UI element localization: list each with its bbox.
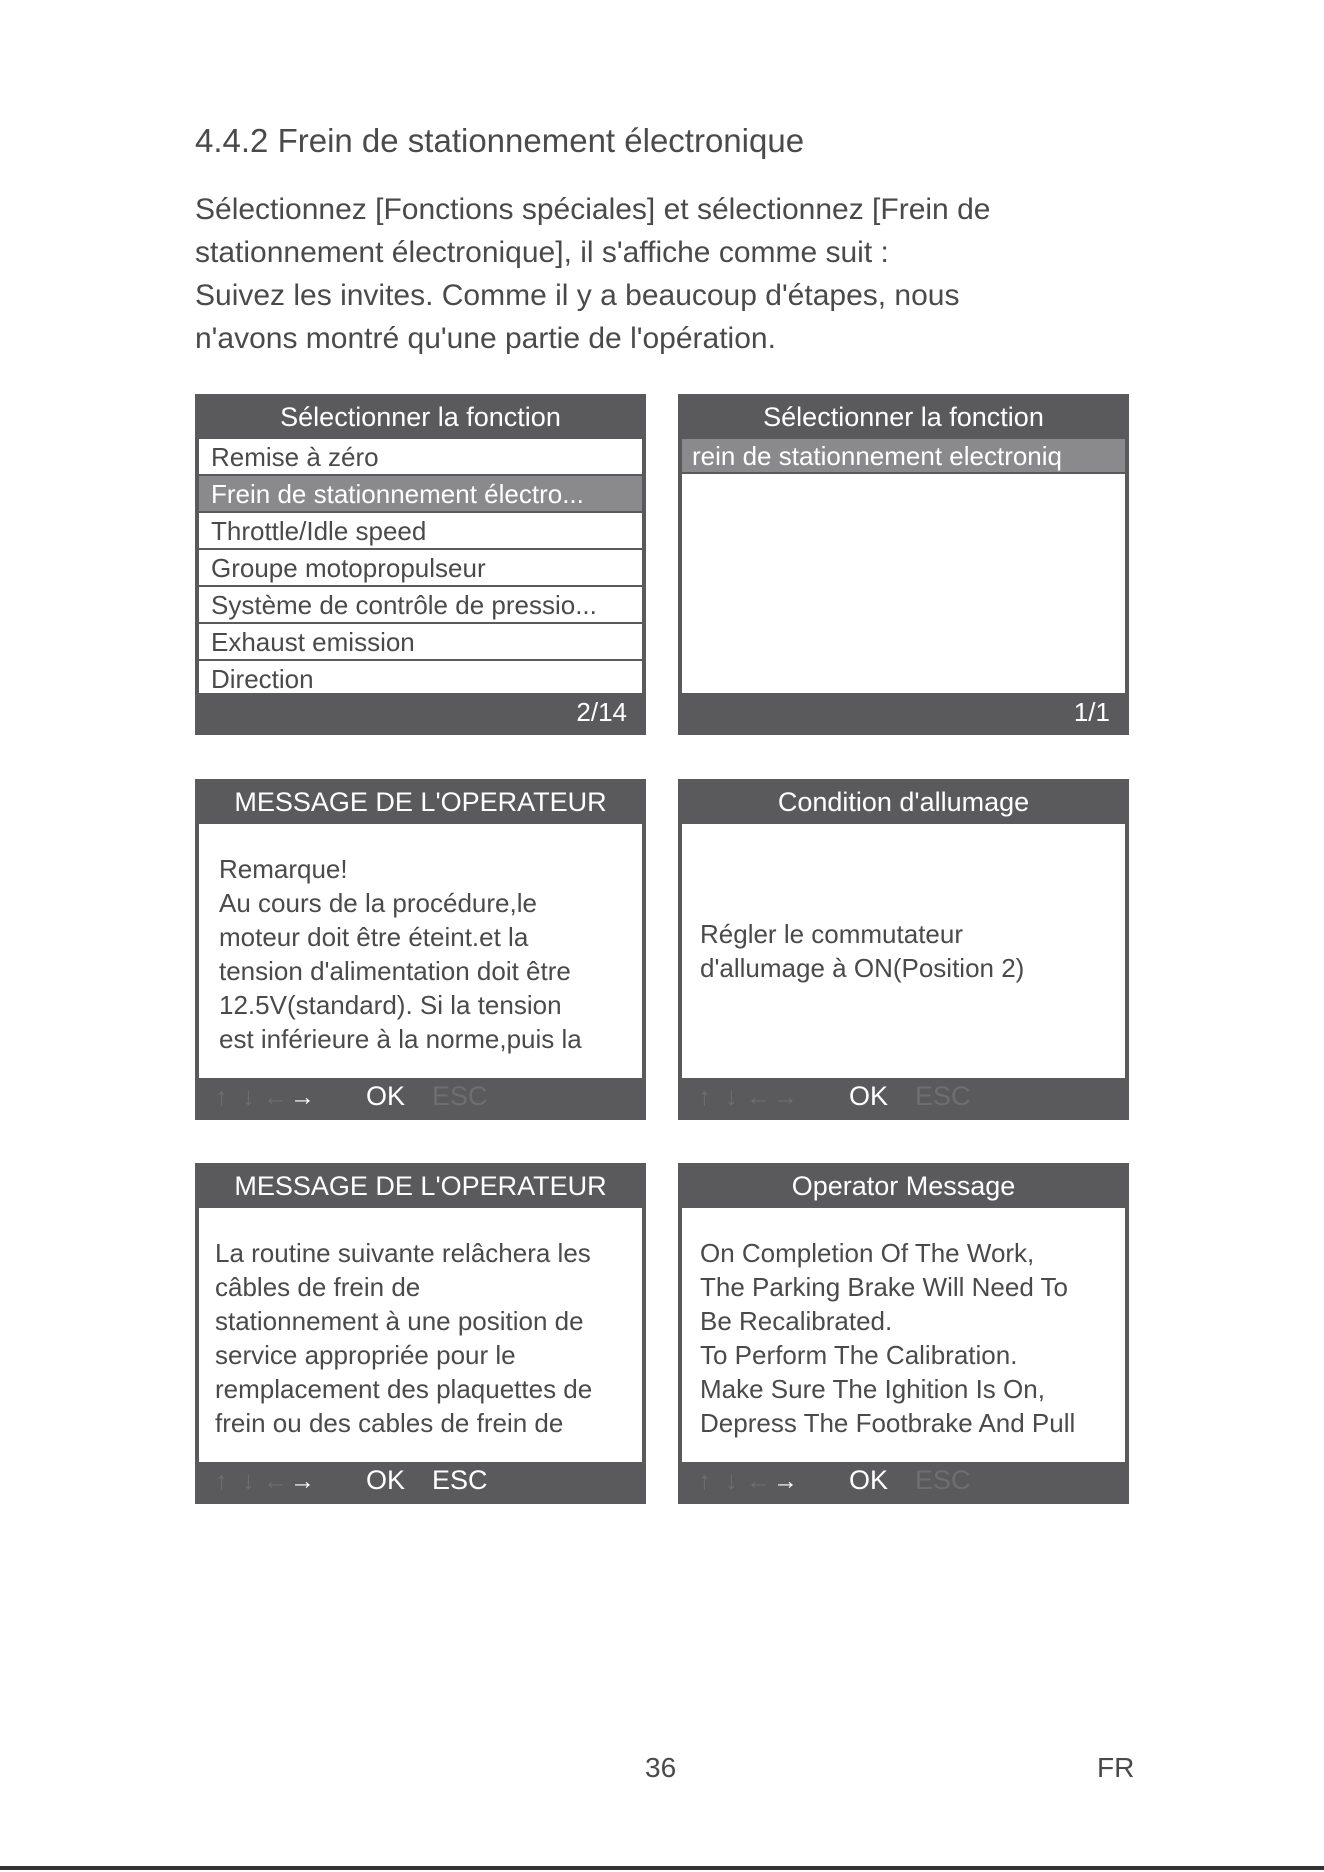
message-body [198, 1207, 643, 1463]
message-line: La routine suivante relâchera les [215, 1238, 591, 1268]
message-body [198, 823, 643, 1079]
screen-footer [681, 1079, 1126, 1117]
message-line: remplacement des plaquettes de [215, 1374, 593, 1404]
esc-button[interactable]: ESC [432, 1081, 488, 1111]
page-indicator: 2/14 [576, 697, 627, 727]
esc-button[interactable]: ESC [915, 1081, 971, 1111]
menu-item-epb-selected[interactable]: rein de stationnement electroniq [682, 439, 1125, 474]
message-line: stationnement à une position de [215, 1306, 584, 1336]
ok-button[interactable]: OK [849, 1465, 889, 1495]
message-text [682, 917, 1125, 985]
message-text [199, 824, 642, 1056]
screen-footer [681, 694, 1126, 732]
screen-operator-message-note [195, 779, 646, 1120]
bottom-rule [0, 1866, 1324, 1870]
intro-line: n'avons montré qu'une partie de l'opération. [195, 322, 776, 355]
message-line: moteur doit être éteint.et la [219, 922, 529, 952]
ok-button[interactable]: OK [366, 1465, 406, 1495]
menu-item-powertrain[interactable]: Groupe motopropulseur [199, 550, 642, 587]
arrow-up-icon[interactable]: ↑ [698, 1083, 711, 1111]
message-line: 12.5V(standard). Si la tension [219, 990, 562, 1020]
menu-item-direction[interactable]: Direction [211, 664, 314, 694]
arrow-right-icon[interactable]: → [290, 1467, 315, 1495]
message-line: câbles de frein de [215, 1272, 421, 1302]
arrow-left-icon[interactable]: ← [746, 1083, 771, 1111]
screen-title: Condition d'allumage [777, 787, 1030, 817]
arrow-right-icon[interactable]: → [773, 1083, 798, 1111]
intro-line: Sélectionnez [Fonctions spéciales] et sélectionnez [Frein de [195, 193, 991, 226]
message-line: d'allumage à ON(Position 2) [700, 953, 1025, 983]
nav-arrows [691, 1467, 799, 1496]
screen-footer [198, 1079, 643, 1117]
arrow-right-icon[interactable]: → [290, 1083, 315, 1111]
intro-line: Suivez les invites. Comme il y a beaucoup d'étapes, nous [195, 279, 960, 312]
screen-footer [198, 1463, 643, 1501]
screen-title: Sélectionner la fonction [280, 402, 561, 432]
nav-arrows [208, 1467, 316, 1496]
message-line: frein ou des cables de frein de [215, 1408, 564, 1438]
screen-select-function-list [195, 394, 646, 735]
menu-item-exhaust[interactable]: Exhaust emission [199, 624, 642, 661]
intro-line: stationnement électronique], il s'affiche comme suit : [195, 236, 889, 269]
message-line: The Parking Brake Will Need To [700, 1272, 1069, 1302]
message-line: Be Recalibrated. [700, 1306, 893, 1336]
arrow-right-icon[interactable]: → [773, 1467, 798, 1495]
arrow-down-icon[interactable]: ↓ [725, 1467, 738, 1495]
ok-button[interactable]: OK [366, 1081, 406, 1111]
arrow-left-icon[interactable]: ← [263, 1467, 288, 1495]
screen-footer [681, 1463, 1126, 1501]
section-heading: 4.4.2 Frein de stationnement électronique [195, 122, 805, 159]
message-line: To Perform The Calibration. [700, 1340, 1018, 1370]
message-line: est inférieure à la norme,puis la [219, 1024, 582, 1054]
ok-button[interactable]: OK [849, 1081, 889, 1111]
menu-list [198, 438, 643, 694]
screen-operator-message-routine [195, 1163, 646, 1504]
message-line: Au cours de la procédure,le [219, 888, 537, 918]
screen-title: Operator Message [791, 1171, 1016, 1201]
message-line: Depress The Footbrake And Pull [700, 1408, 1076, 1438]
arrow-left-icon[interactable]: ← [263, 1083, 288, 1111]
message-line: Make Sure The Ighition Is On, [700, 1374, 1045, 1404]
menu-item-epb-selected[interactable]: Frein de stationnement électro... [199, 476, 642, 513]
menu-item-reset[interactable]: Remise à zéro [199, 439, 642, 476]
menu-item-tpms[interactable]: Système de contrôle de pressio... [199, 587, 642, 624]
arrow-down-icon[interactable]: ↓ [242, 1083, 255, 1111]
arrow-down-icon[interactable]: ↓ [725, 1083, 738, 1111]
screen-title: Sélectionner la fonction [763, 402, 1044, 432]
nav-arrows [208, 1083, 316, 1112]
menu-item-throttle[interactable]: Throttle/Idle speed [199, 513, 642, 550]
message-line: On Completion Of The Work, [700, 1238, 1035, 1268]
message-body [681, 1207, 1126, 1463]
nav-arrows [691, 1083, 799, 1112]
message-body [681, 823, 1126, 1079]
message-text [682, 1208, 1125, 1440]
message-line: tension d'alimentation doit être [219, 956, 571, 986]
arrow-up-icon[interactable]: ↑ [215, 1467, 228, 1495]
arrow-down-icon[interactable]: ↓ [242, 1467, 255, 1495]
message-text [199, 1208, 642, 1440]
message-line: Remarque! [219, 854, 348, 884]
page-number: 36 [645, 1752, 677, 1783]
message-line: service appropriée pour le [215, 1340, 516, 1370]
screen-operator-message-en [678, 1163, 1129, 1504]
message-line: Régler le commutateur [700, 919, 963, 949]
esc-button[interactable]: ESC [432, 1465, 488, 1495]
screen-title: MESSAGE DE L'OPERATEUR [234, 787, 607, 817]
page-indicator: 1/1 [1073, 697, 1110, 727]
esc-button[interactable]: ESC [915, 1465, 971, 1495]
language-code: FR [1097, 1752, 1135, 1783]
arrow-up-icon[interactable]: ↑ [698, 1467, 711, 1495]
arrow-left-icon[interactable]: ← [746, 1467, 771, 1495]
arrow-up-icon[interactable]: ↑ [215, 1083, 228, 1111]
screen-ignition-condition [678, 779, 1129, 1120]
screen-select-function-epb [678, 394, 1129, 735]
screen-title: MESSAGE DE L'OPERATEUR [234, 1171, 607, 1201]
intro-paragraph [195, 188, 1095, 360]
menu-list [681, 438, 1126, 694]
screen-footer [198, 694, 643, 732]
